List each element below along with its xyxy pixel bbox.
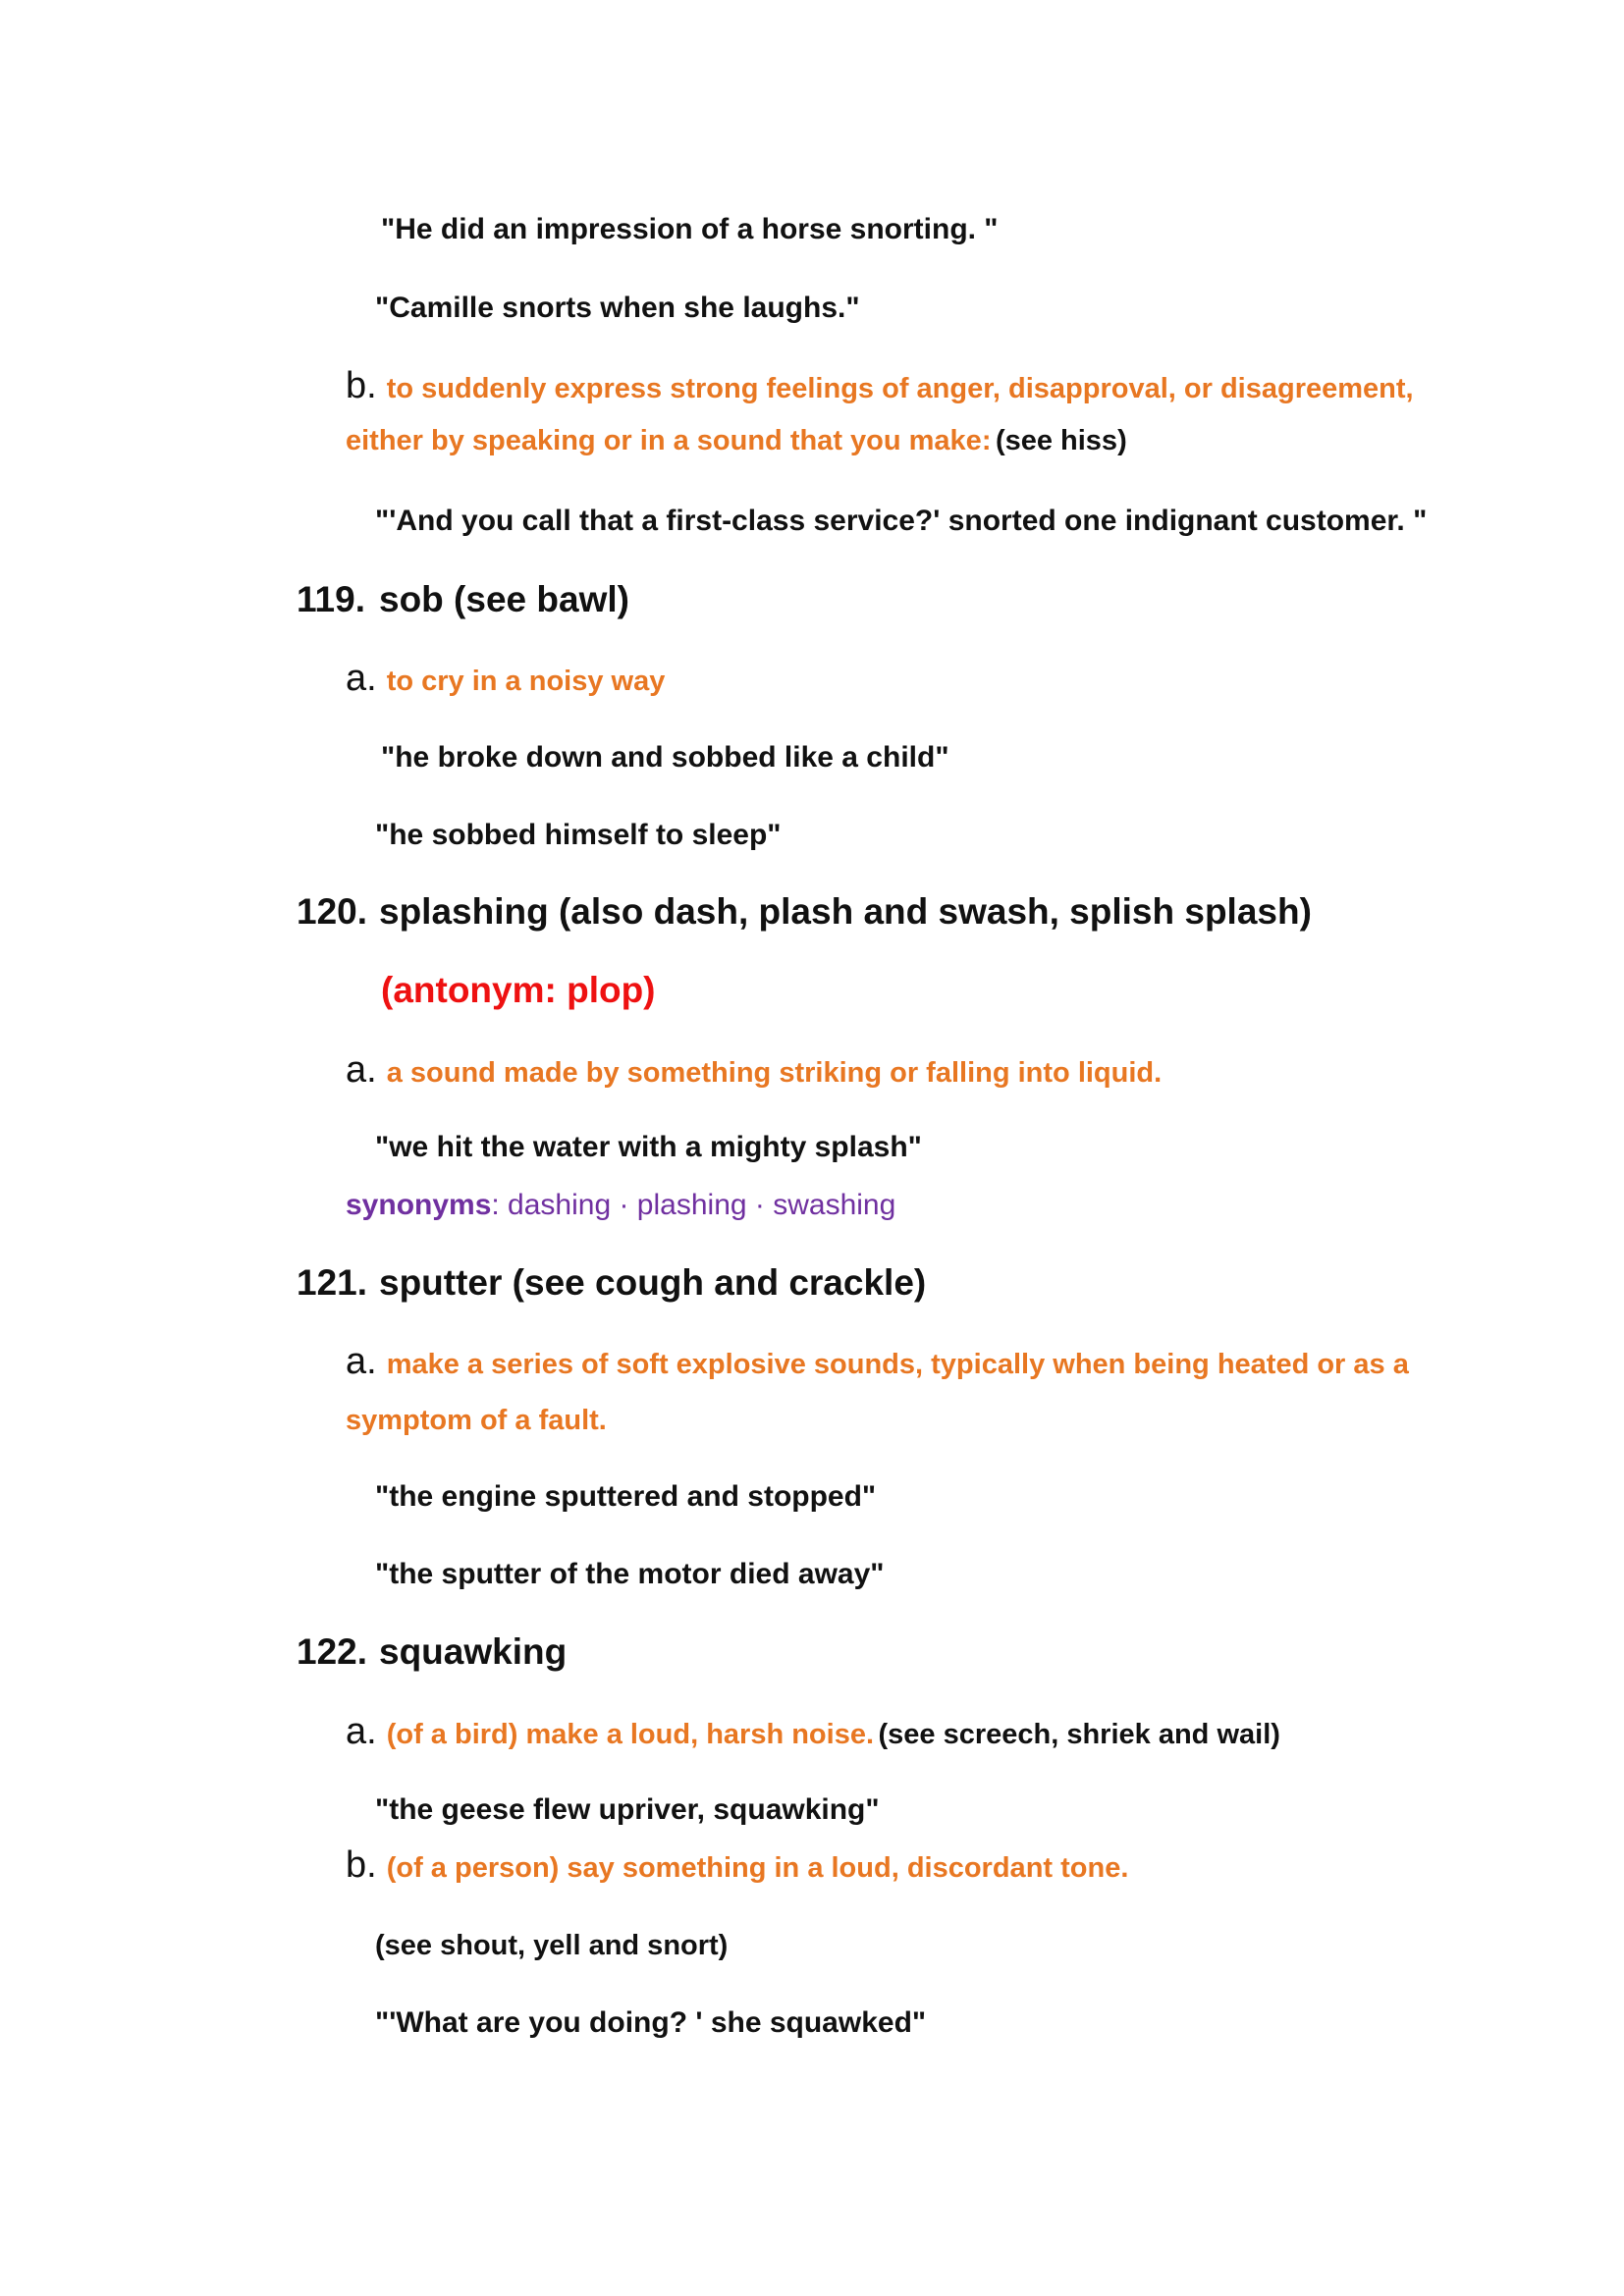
synonyms-120 <box>346 1189 895 1222</box>
example-122b: "'What are you doing? ' she squawked" <box>375 2006 927 2039</box>
definition-119a <box>346 658 665 700</box>
definition-120a <box>346 1049 1162 1092</box>
entry-title: squawking <box>379 1631 568 1672</box>
example-120: "we hit the water with a mighty splash" <box>375 1131 922 1163</box>
see-reference-122b: (see shout, yell and snort) <box>375 1930 729 1961</box>
definition-text: a sound made by something striking or falling into liquid. <box>386 1057 1163 1089</box>
definition-118b-line2 <box>346 425 1127 457</box>
entry-heading-120 <box>297 891 1312 933</box>
definition-text-cont: either by speaking or in a sound that you make: <box>346 425 992 456</box>
example-121-1: "the engine sputtered and stopped" <box>375 1480 877 1513</box>
example-121-2: "the sputter of the motor died away" <box>375 1558 885 1590</box>
see-reference: (see screech, shriek and wail) <box>878 1719 1280 1750</box>
definition-text: make a series of soft explosive sounds, typically when being heated or as a <box>386 1349 1409 1380</box>
definition-text: (of a person) say something in a loud, discordant tone. <box>386 1852 1129 1884</box>
definition-letter: b. <box>346 1844 377 1886</box>
definition-letter: b. <box>346 365 377 406</box>
definition-122b <box>346 1844 1128 1887</box>
example-119-1: "he broke down and sobbed like a child" <box>381 741 949 774</box>
synonyms-label: synonyms <box>346 1189 492 1221</box>
example-119-2: "he sobbed himself to sleep" <box>375 819 782 851</box>
example-122a: "the geese flew upriver, squawking" <box>375 1793 880 1826</box>
antonym-120: (antonym: plop) <box>381 970 656 1010</box>
definition-text: to suddenly express strong feelings of anger, disapproval, or disagreement, <box>386 373 1414 404</box>
definition-text: to cry in a noisy way <box>386 666 666 697</box>
see-reference: (see hiss) <box>995 425 1127 456</box>
synonyms-list: : dashing · plashing · swashing <box>491 1189 896 1221</box>
example-118a-2: "Camille snorts when she laughs." <box>375 292 860 324</box>
definition-118b <box>346 365 1414 407</box>
definition-text: (of a bird) make a loud, harsh noise. <box>386 1719 875 1750</box>
definition-letter: a. <box>346 1341 377 1382</box>
entry-heading-122 <box>297 1631 567 1673</box>
entry-heading-119 <box>297 579 629 620</box>
entry-title: splashing (also dash, plash and swash, splish splash) <box>379 891 1312 932</box>
example-118b: "'And you call that a first-class service?' snorted one indignant customer. " <box>375 505 1428 537</box>
entry-title: sputter (see cough and crackle) <box>379 1262 927 1303</box>
entry-title: sob (see bawl) <box>379 579 629 619</box>
example-118a-1: "He did an impression of a horse snorting. " <box>381 213 999 245</box>
definition-121a-line2: symptom of a fault. <box>346 1405 607 1436</box>
definition-121a <box>346 1341 1409 1383</box>
definition-122a <box>346 1711 1280 1753</box>
entry-number: 122. <box>297 1631 368 1672</box>
entry-number: 121. <box>297 1262 368 1303</box>
entry-number: 120. <box>297 891 368 932</box>
definition-letter: a. <box>346 1049 377 1091</box>
entry-heading-121 <box>297 1262 926 1304</box>
entry-number: 119. <box>297 579 365 619</box>
definition-letter: a. <box>346 1711 377 1752</box>
definition-letter: a. <box>346 658 377 699</box>
